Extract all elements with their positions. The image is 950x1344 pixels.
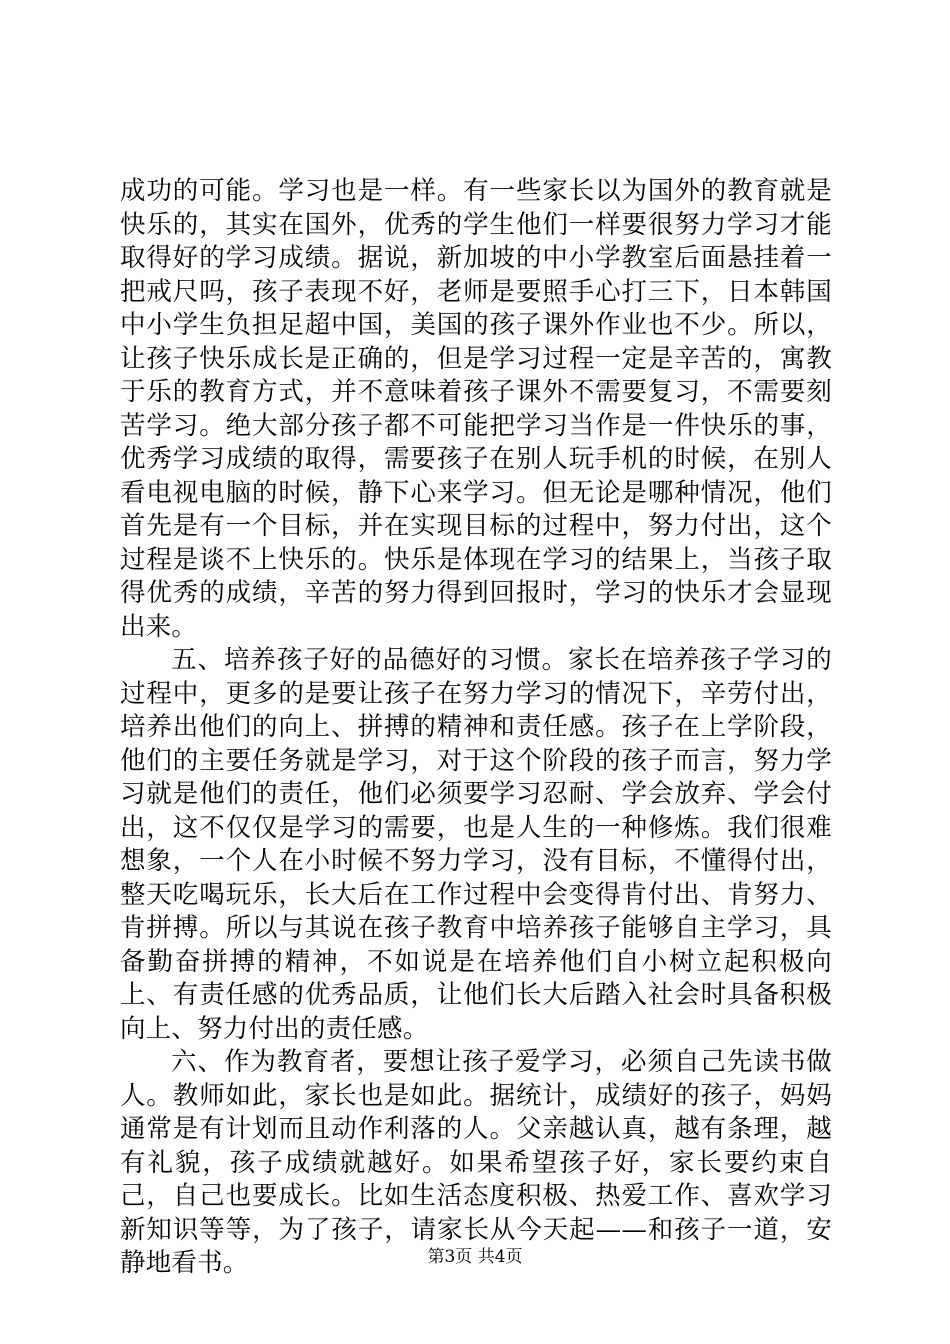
paragraph-continuation: 成功的可能。学习也是一样。有一些家长以为国外的教育就是快乐的，其实在国外，优秀的学生他们一样要很努力学习才能取得好的学习成绩。据说，新加坡的中小学教室后面悬挂着一把戒尺吗，孩子表现不好，老师是要照手心打三下，日本韩国中小学生负担足超中国，美国的孩子课外作业也不少。所以，让孩子快乐成长是正确的，但是学习过程一定是辛苦的，寓教于乐的教育方式，并不意味着孩子课外不需要复习，不需要刻苦学习。绝大部分孩子都不可能把学习当作是一件快乐的事，优秀学习成绩的取得，需要孩子在别人玩手机的时候，在别人看电视电脑的时候，静下心来学习。但无论是哪种情况，他们首先是有一个目标，并在实现目标的过程中，努力付出，这个过程是谈不上快乐的。快乐是体现在学习的结果上，当孩子取得优秀的成绩，辛苦的努力得到回报时，学习的快乐才会显现出来。 xyxy=(120,176,832,642)
paragraph-section-six: 六、作为教育者，要想让孩子爱学习，必须自己先读书做人。教师如此，家长也是如此。据统计，成绩好的孩子，妈妈通常是有计划而且动作利落的人。父亲越认真，越有条理，越有礼貌，孩子成绩就越好。如果希望孩子好，家长要约束自己，自己也要成长。比如生活态度积极、热爱工作、喜欢学习新知识等等，为了孩子，请家长从今天起——和孩子一道，安静地看书。 xyxy=(120,1047,832,1278)
page-footer: 第3页 共4页 xyxy=(427,1247,523,1267)
document-body xyxy=(120,175,832,1281)
paragraph-section-five: 五、培养孩子好的品德好的习惯。家长在培养孩子学习的过程中，更多的是要让孩子在努力学习的情况下，辛劳付出，培养出他们的向上、拼搏的精神和责任感。孩子在上学阶段，他们的主要任务就是学习，对于这个阶段的孩子而言，努力学习就是他们的责任，他们必须要学习忍耐、学会放弃、学会付出，这不仅仅是学习的需要，也是人生的一种修炼。我们很难想象，一个人在小时候不努力学习，没有目标，不懂得付出，整天吃喝玩乐，长大后在工作过程中会变得肯付出、肯努力、肯拼搏。所以与其说在孩子教育中培养孩子能够自主学习，具备勤奋拼搏的精神，不如说是在培养他们自小树立起积极向上、有责任感的优秀品质，让他们长大后踏入社会时具备积极向上、努力付出的责任感。 xyxy=(120,645,832,1044)
